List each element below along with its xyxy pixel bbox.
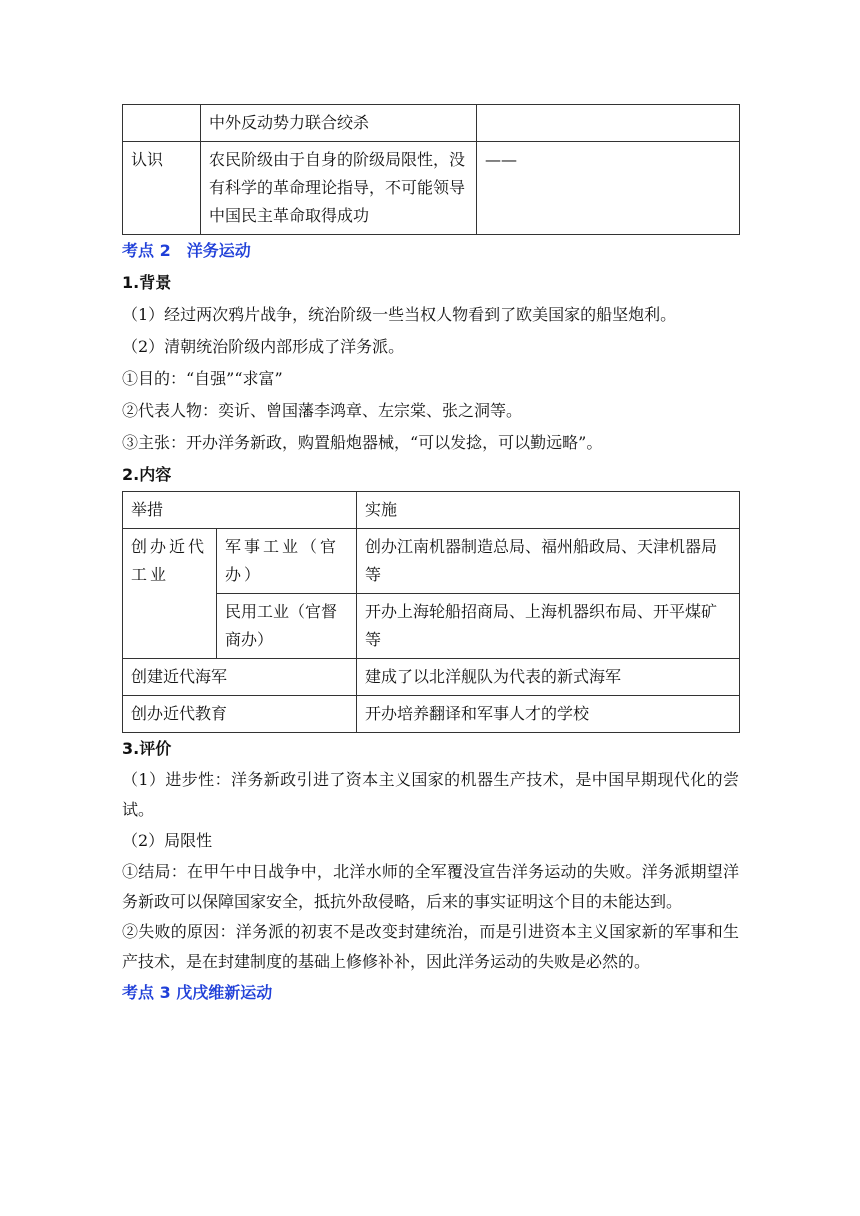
- paragraph: （1）经过两次鸦片战争，统治阶级一些当权人物看到了欧美国家的船坚炮利。: [122, 305, 677, 324]
- table-cell: 认识: [123, 142, 201, 235]
- paragraph: ①结局：在甲午中日战争中，北洋水师的全军覆没宣告洋务运动的失败。洋务派期望洋务新政可以保障国家安全，抵抗外敌侵略，后来的事实证明这个目的未能达到。: [122, 862, 739, 911]
- table-row: [123, 659, 740, 696]
- paragraph: （1）进步性：洋务新政引进了资本主义国家的机器生产技术，是中国早期现代化的尝试。: [122, 770, 739, 819]
- table-header-cell: 举措: [123, 492, 357, 529]
- table-cell: 创办近代教育: [123, 696, 357, 733]
- section-title: 考点 3 戊戌维新运动: [122, 983, 273, 1002]
- table-cell: 开办上海轮船招商局、上海机器织布局、开平煤矿等: [357, 594, 740, 659]
- paragraph: （2）局限性: [122, 831, 213, 850]
- table-cell: 创建近代海军: [123, 659, 357, 696]
- table-row: [123, 529, 740, 594]
- table-row: [123, 696, 740, 733]
- westernization-content-table: [122, 491, 740, 733]
- table-cell: 开办培养翻译和军事人才的学校: [357, 696, 740, 733]
- table-cell: 建成了以北洋舰队为代表的新式海军: [357, 659, 740, 696]
- subsection-heading: 2.内容: [122, 465, 172, 484]
- table-cell: 创办江南机器制造总局、福州船政局、天津机器局等: [357, 529, 740, 594]
- table-cell: 创办近代工业: [123, 529, 217, 659]
- table-row: [123, 492, 740, 529]
- section-title: 考点 2 洋务运动: [122, 241, 251, 260]
- document-page: [122, 104, 739, 1009]
- paragraph: ②代表人物：奕䜣、曾国藩李鸿章、左宗棠、张之洞等。: [122, 401, 523, 420]
- subsection-heading: 1.背景: [122, 273, 172, 292]
- table-cell: 军事工业（官办）: [217, 529, 357, 594]
- subsection-heading: 3.评价: [122, 739, 172, 758]
- paragraph: ③主张：开办洋务新政，购置船炮器械，“可以发捻，可以勤远略”。: [122, 433, 603, 452]
- paragraph: ②失败的原因：洋务派的初衷不是改变封建统治，而是引进资本主义国家新的军事和生产技术，是在封建制度的基础上修修补补，因此洋务运动的失败是必然的。: [122, 922, 739, 971]
- peasant-war-table: [122, 104, 740, 235]
- table-cell: 农民阶级由于自身的阶级局限性，没有科学的革命理论指导，不可能领导中国民主革命取得成功: [201, 142, 477, 235]
- table-cell: ——: [477, 142, 740, 235]
- table-cell: [123, 105, 201, 142]
- table-row: [123, 142, 740, 235]
- table-cell: 中外反动势力联合绞杀: [201, 105, 477, 142]
- table-header-cell: 实施: [357, 492, 740, 529]
- table-cell: 民用工业（官督商办）: [217, 594, 357, 659]
- paragraph: ①目的：“自强”“求富”: [122, 369, 283, 388]
- table-row: [123, 105, 740, 142]
- paragraph: （2）清朝统治阶级内部形成了洋务派。: [122, 337, 405, 356]
- table-cell: [477, 105, 740, 142]
